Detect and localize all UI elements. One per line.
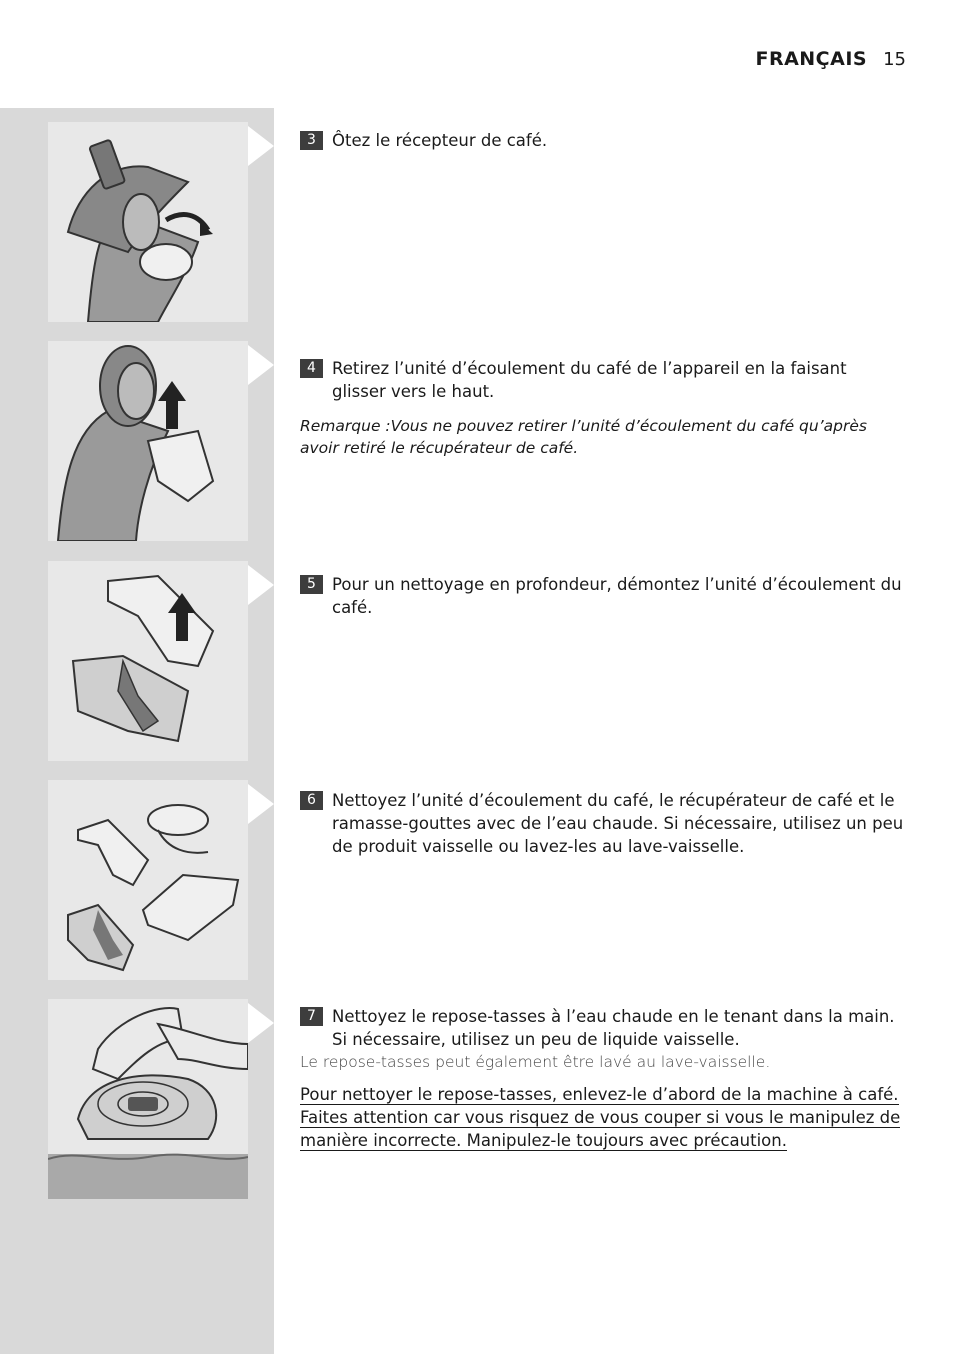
step-text: Ôtez le récepteur de café. bbox=[332, 131, 548, 150]
step-3 bbox=[300, 129, 904, 152]
coffee-collector-removal-illustration bbox=[48, 122, 248, 322]
step-extra-info: Le repose-tasses peut également être lavé au lave-vaisselle. bbox=[300, 1053, 771, 1071]
figure-pointer-3 bbox=[248, 565, 274, 605]
figure-pointer-1 bbox=[248, 126, 274, 166]
figure-pointer-2 bbox=[248, 345, 274, 385]
figure-pointer-4 bbox=[248, 784, 274, 824]
page-number: 15 bbox=[883, 49, 906, 70]
step-5 bbox=[300, 573, 904, 619]
figure-parts-cleaning bbox=[48, 780, 248, 980]
step-text: Pour un nettoyage en profondeur, démontez l’unité d’écoulement du café. bbox=[332, 575, 902, 617]
step-6 bbox=[300, 789, 904, 858]
language-label: FRANÇAIS bbox=[755, 48, 868, 70]
step-4 bbox=[300, 357, 904, 459]
cup-tray-washing-illustration bbox=[48, 999, 248, 1199]
step-text: Nettoyez le repose-tasses à l’eau chaude en le tenant dans la main. Si nécessaire, utilisez un peu de liquide vaisselle. bbox=[332, 1007, 895, 1049]
step-number-badge: 4 bbox=[300, 359, 323, 378]
warning-text: Pour nettoyer le repose-tasses, enlevez-le d’abord de la machine à café. Faites attention car vous risquez de vous couper si vous le manipulez de manière incorrecte. Manipulez-le toujours avec précaution. bbox=[300, 1085, 901, 1150]
step-text: Retirez l’unité d’écoulement du café de l’appareil en la faisant glisser vers le haut. bbox=[332, 359, 847, 401]
page-header bbox=[755, 48, 906, 70]
figure-spout-disassembly bbox=[48, 561, 248, 761]
figure-coffee-collector bbox=[48, 122, 248, 322]
step-number-badge: 5 bbox=[300, 575, 323, 594]
coffee-spout-slide-up-illustration bbox=[48, 341, 248, 541]
step-text: Nettoyez l’unité d’écoulement du café, le récupérateur de café et le ramasse-gouttes avec de l’eau chaude. Si nécessaire, utilisez un peu de produit vaisselle ou lavez-les au lave-vaisselle. bbox=[332, 791, 904, 856]
step-number-badge: 6 bbox=[300, 791, 323, 810]
step-number-badge: 3 bbox=[300, 131, 323, 150]
coffee-spout-disassembly-illustration bbox=[48, 561, 248, 761]
parts-cleaning-illustration bbox=[48, 780, 248, 980]
step-note: Remarque :Vous ne pouvez retirer l’unité d’écoulement du café qu’après avoir retiré le récupérateur de café. bbox=[300, 417, 867, 457]
figure-cup-tray-washing bbox=[48, 999, 248, 1199]
figure-spout-slide bbox=[48, 341, 248, 541]
step-number-badge: 7 bbox=[300, 1007, 323, 1026]
step-7 bbox=[300, 1005, 904, 1152]
figure-pointer-5 bbox=[248, 1003, 274, 1043]
step-warning bbox=[300, 1083, 904, 1152]
